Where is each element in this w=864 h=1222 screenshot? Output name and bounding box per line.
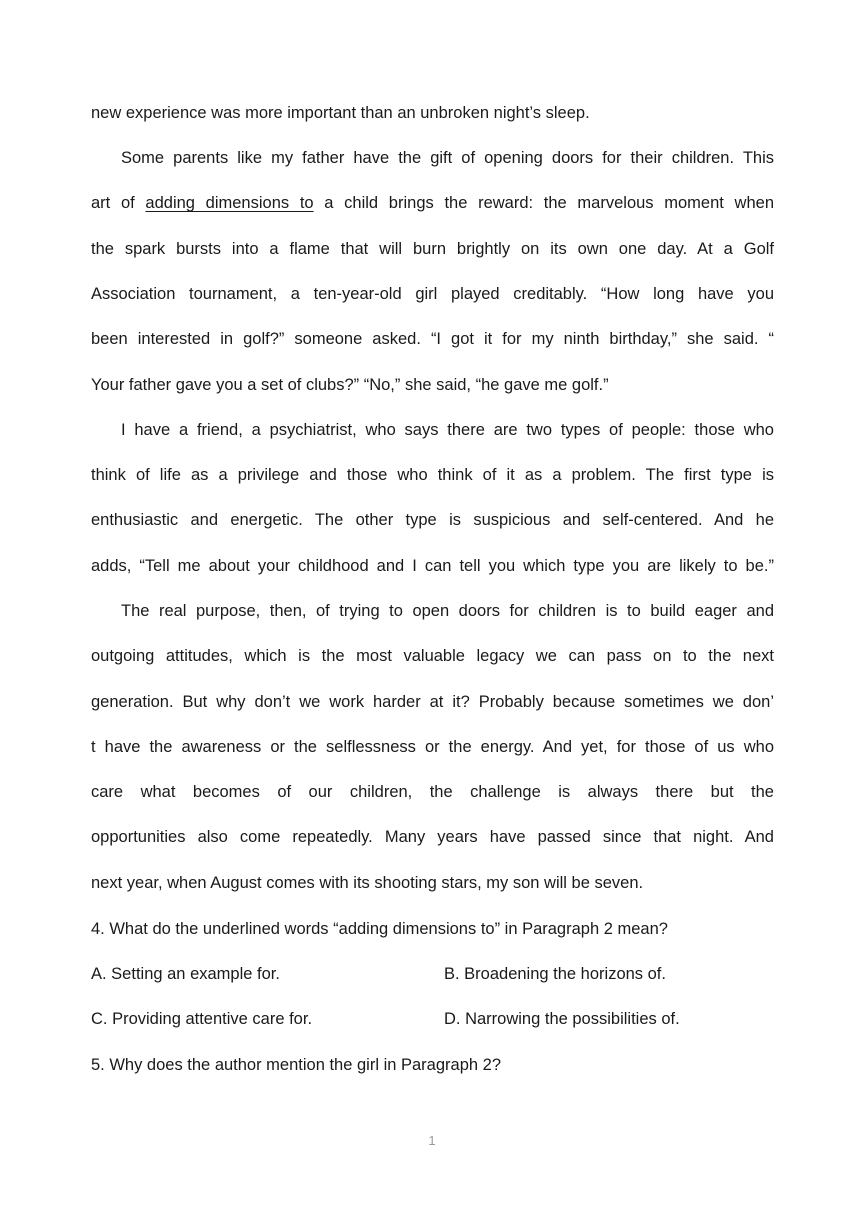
text-line: The real purpose, then, of trying to open doors for children is to build eager and bbox=[121, 602, 774, 620]
text-line: I have a friend, a psychiatrist, who says there are two types of people: those who bbox=[121, 421, 774, 439]
question-4-option-c: C. Providing attentive care for. bbox=[91, 1010, 313, 1028]
text-line: Your father gave you a set of clubs?” “No,” she said, “he gave me golf.” bbox=[91, 376, 609, 394]
text-line: the spark bursts into a flame that will burn brightly on its own one day. At a Golf bbox=[91, 240, 774, 258]
text-line: Association tournament, a ten-year-old girl played creditably. “How long have you bbox=[91, 285, 774, 303]
text-line: Some parents like my father have the gift of opening doors for their children. This bbox=[121, 149, 774, 167]
question-4-stem: 4. What do the underlined words “adding dimensions to” in Paragraph 2 mean? bbox=[91, 920, 668, 938]
text-line: think of life as a privilege and those who think of it as a problem. The first type is bbox=[91, 466, 774, 484]
text-line: been interested in golf?” someone asked. “I got it for my ninth birthday,” she said. “ bbox=[91, 330, 774, 348]
text-line-underlined bbox=[91, 192, 774, 214]
text-line: opportunities also come repeatedly. Many years have passed since that night. And bbox=[91, 828, 774, 846]
text-line: generation. But why don’t we work harder at it? Probably because sometimes we don’ bbox=[91, 693, 774, 711]
text-line: next year, when August comes with its shooting stars, my son will be seven. bbox=[91, 874, 644, 892]
text-segment: a child brings the reward: the marvelous moment when bbox=[313, 194, 774, 212]
text-line: enthusiastic and energetic. The other type is suspicious and self-centered. And he bbox=[91, 511, 774, 529]
question-4-option-b: B. Broadening the horizons of. bbox=[444, 965, 666, 983]
text-segment: art of bbox=[91, 194, 146, 212]
text-line: new experience was more important than an unbroken night’s sleep. bbox=[91, 104, 590, 122]
underlined-phrase: adding dimensions to bbox=[145, 194, 314, 212]
text-line: outgoing attitudes, which is the most valuable legacy we can pass on to the next bbox=[91, 647, 774, 665]
question-4-option-a: A. Setting an example for. bbox=[91, 965, 280, 983]
text-line: care what becomes of our children, the challenge is always there but the bbox=[91, 783, 774, 801]
question-5-stem: 5. Why does the author mention the girl in Paragraph 2? bbox=[91, 1056, 501, 1074]
text-line: t have the awareness or the selflessness or the energy. And yet, for those of us who bbox=[91, 738, 774, 756]
text-line: adds, “Tell me about your childhood and I can tell you which type you are likely to be.” bbox=[91, 557, 774, 575]
page-number: 1 bbox=[428, 1133, 436, 1148]
question-4-option-d: D. Narrowing the possibilities of. bbox=[444, 1010, 680, 1028]
